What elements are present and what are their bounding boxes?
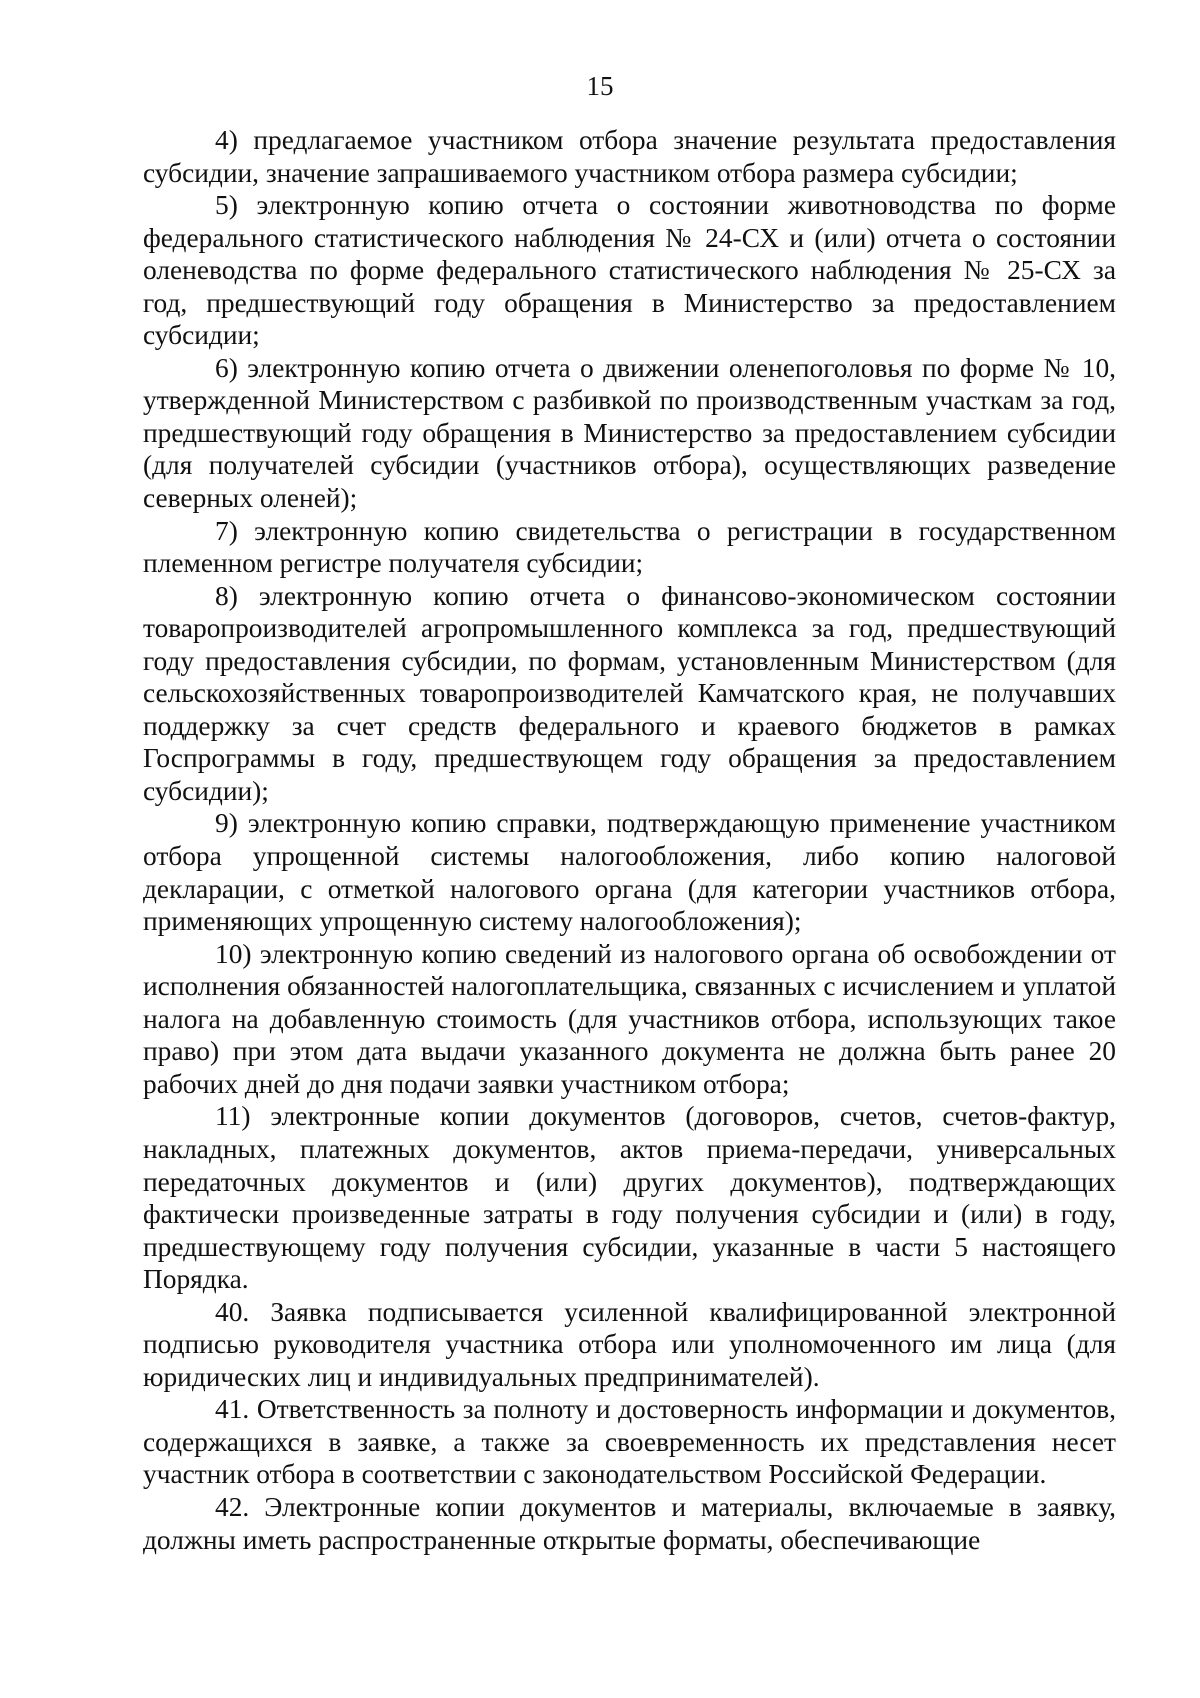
paragraph-section-40: 40. Заявка подписывается усиленной квалифицированной электронной подписью руководителя участника отбора или уполномоченного им лица (для юридических лиц и индивидуальных предпринимателей). (143, 1296, 1116, 1392)
paragraph-item-8: 8) электронную копию отчета о финансово-экономическом состоянии товаропроизводителей агропромышленного комплекса за год, предшествующий году предоставления субсидии, по формам, установленным Министерством (для сельскохозяйственных товаропроизводителей Камчатского края, не получавших поддержку за счет средств федерального и краевого бюджетов в рамках Госпрограммы в году, предшествующем году обращения за предоставлением субсидии); (143, 580, 1116, 806)
document-body (143, 124, 1116, 1556)
paragraph-item-10: 10) электронную копию сведений из налогового органа об освобождении от исполнения обязанностей налогоплательщика, связанных с исчислением и уплатой налога на добавленную стоимость (для участников отбора, использующих такое право) при этом дата выдачи указанного документа не должна быть ранее 20 рабочих дней до дня подачи заявки участником отбора; (143, 938, 1116, 1099)
paragraph-section-41: 41. Ответственность за полноту и достоверность информации и документов, содержащихся в заявке, а также за своевременность их представления несет участник отбора в соответствии с законодательством Российской Федерации. (143, 1394, 1116, 1490)
paragraph-item-4: 4) предлагаемое участником отбора значение результата предоставления субсидии, значение запрашиваемого участником отбора размера субсидии; (143, 125, 1116, 188)
paragraph-item-7: 7) электронную копию свидетельства о регистрации в государственном племенном регистре получателя субсидии; (143, 515, 1116, 579)
paragraph-section-42: 42. Электронные копии документов и материалы, включаемые в заявку, должны иметь распространенные открытые форматы, обеспечивающие (143, 1491, 1116, 1555)
paragraph-item-11: 11) электронные копии документов (договоров, счетов, счетов-фактур, накладных, платежных документов, актов приема-передачи, универсальных передаточных документов и (или) других документов), подтверждающих фактически произведенные затраты в году получения субсидии и (или) в году, предшествующему году получения субсидии, указанные в части 5 настоящего Порядка. (143, 1101, 1116, 1295)
paragraph-item-5: 5) электронную копию отчета о состоянии животноводства по форме федерального статистического наблюдения № 24-СХ и (или) отчета о состоянии оленеводства по форме федерального статистического наблюдения № 25-СХ за год, предшествующий году обращения в Министерство за предоставлением субсидии; (143, 190, 1116, 351)
page-number: 15 (586, 71, 614, 101)
paragraph-item-6: 6) электронную копию отчета о движении оленепоголовья по форме № 10, утвержденной Министерством с разбивкой по производственным участкам за год, предшествующий году обращения в Министерство за предоставлением субсидии (для получателей субсидии (участников отбора), осуществляющих разведение северных оленей); (143, 352, 1116, 514)
paragraph-item-9: 9) электронную копию справки, подтверждающую применение участником отбора упрощенной системы налогообложения, либо копию налоговой декларации, с отметкой налогового органа (для категории участников отбора, применяющих упрощенную систему налогообложения); (143, 808, 1116, 937)
